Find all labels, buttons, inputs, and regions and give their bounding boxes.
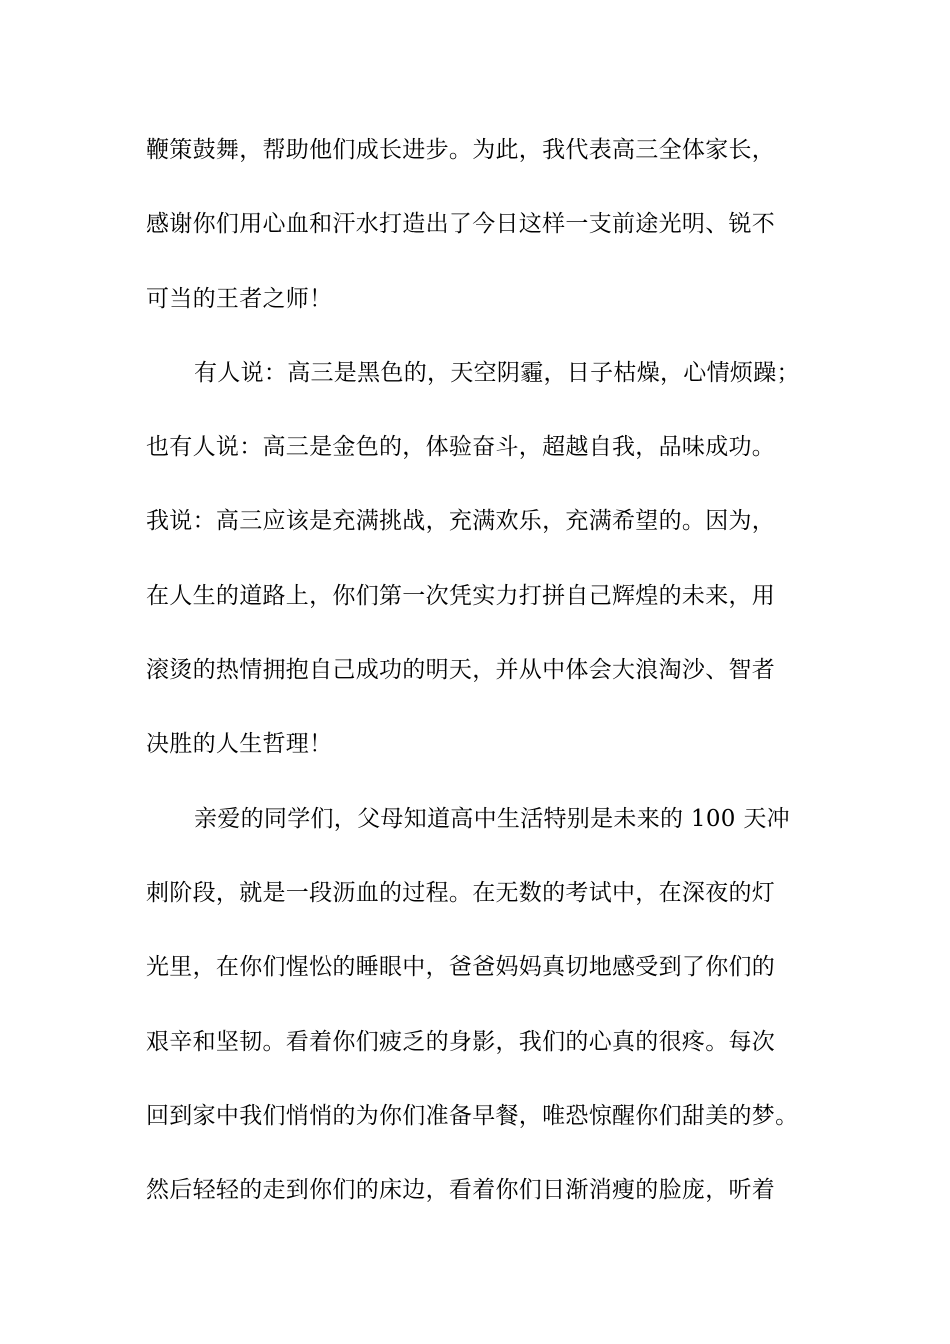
text-line: 我说：高三应该是充满挑战，充满欢乐，充满希望的。因为， bbox=[146, 508, 776, 535]
text-line: 鞭策鼓舞，帮助他们成长进步。为此，我代表高三全体家长， bbox=[146, 137, 776, 163]
text-line: 回到家中我们悄悄的为你们准备早餐，唯恐惊醒你们甜美的梦。 bbox=[146, 1102, 799, 1129]
paragraph-start-line: 有人说：高三是黑色的，天空阴霾，日子枯燥，心情烦躁； bbox=[194, 359, 800, 386]
text-line: 在人生的道路上，你们第一次凭实力打拼自己辉煌的未来，用 bbox=[146, 582, 776, 609]
text-line: 滚烫的热情拥抱自己成功的明天，并从中体会大浪淘沙、智者 bbox=[146, 657, 776, 684]
text-line: 艰辛和坚韧。看着你们疲乏的身影，我们的心真的很疼。每次 bbox=[146, 1028, 776, 1055]
text-line: 然后轻轻的走到你们的床边，看着你们日渐消瘦的脸庞，听着 bbox=[146, 1177, 776, 1204]
body-text bbox=[146, 124, 826, 1238]
paragraph-start-line: 亲爱的同学们，父母知道高中生活特别是未来的 100 天冲 bbox=[194, 805, 790, 832]
text-line: 也有人说：高三是金色的，体验奋斗，超越自我，品味成功。 bbox=[146, 434, 776, 461]
text-line: 可当的王者之师！ bbox=[146, 285, 333, 312]
text-line: 决胜的人生哲理！ bbox=[146, 731, 333, 758]
text-line: 光里，在你们惺忪的睡眼中，爸爸妈妈真切地感受到了你们的 bbox=[146, 954, 776, 981]
text-line: 感谢你们用心血和汗水打造出了今日这样一支前途光明、锐不 bbox=[146, 211, 776, 238]
text-line: 刺阶段，就是一段沥血的过程。在无数的考试中，在深夜的灯 bbox=[146, 879, 776, 906]
